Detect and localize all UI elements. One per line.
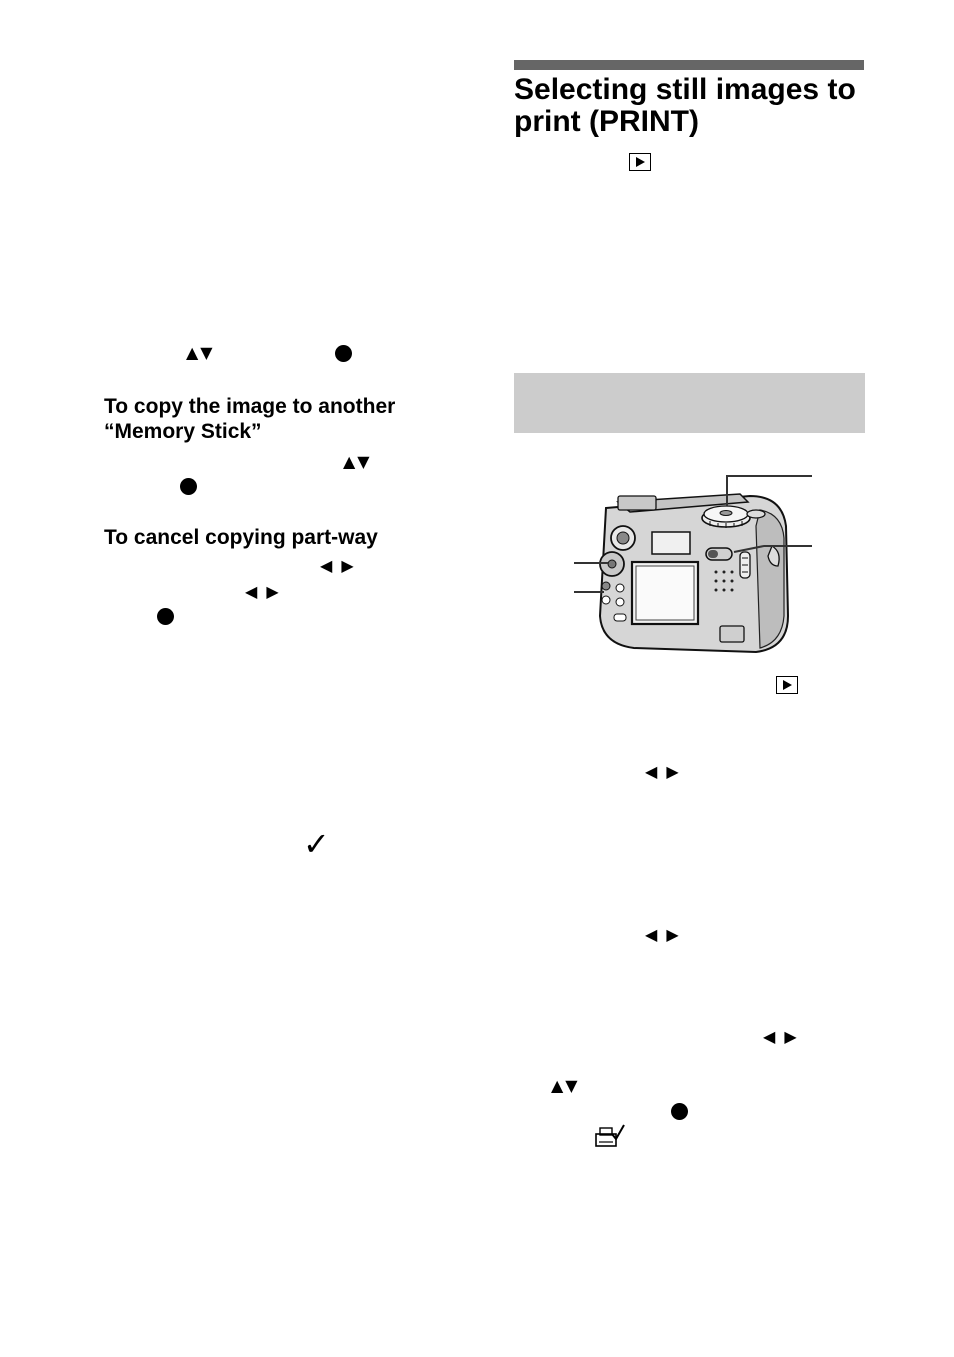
center-button-icon bbox=[157, 608, 174, 625]
center-button-icon bbox=[671, 1103, 688, 1120]
heading-copy-to-another-memory-stick: To copy the image to another “Memory Stick” bbox=[104, 395, 396, 443]
center-button-icon bbox=[335, 345, 352, 362]
print-mark-icon bbox=[594, 1124, 626, 1150]
check-mark-icon: ✓ bbox=[303, 825, 330, 863]
play-mode-icon bbox=[776, 676, 798, 694]
play-mode-icon bbox=[629, 153, 651, 171]
left-right-arrows-icon: ◀ ▶ bbox=[645, 925, 681, 944]
up-down-arrows-icon: ▲▼ bbox=[186, 343, 215, 362]
center-button-icon bbox=[180, 478, 197, 495]
left-right-arrows-icon: ◀ ▶ bbox=[245, 582, 281, 601]
heading-cancel-copying: To cancel copying part-way bbox=[104, 526, 378, 549]
up-down-arrows-icon: ▲▼ bbox=[551, 1076, 580, 1095]
left-right-arrows-icon: ◀ ▶ bbox=[320, 556, 356, 575]
up-down-arrows-icon: ▲▼ bbox=[343, 452, 372, 471]
shaded-box bbox=[514, 373, 865, 433]
title-bar bbox=[514, 60, 864, 70]
left-right-arrows-icon: ◀ ▶ bbox=[645, 762, 681, 781]
page-title: Selecting still images to print (PRINT) bbox=[514, 73, 856, 138]
left-right-arrows-icon: ◀ ▶ bbox=[763, 1027, 799, 1046]
camera-illustration bbox=[560, 466, 820, 666]
